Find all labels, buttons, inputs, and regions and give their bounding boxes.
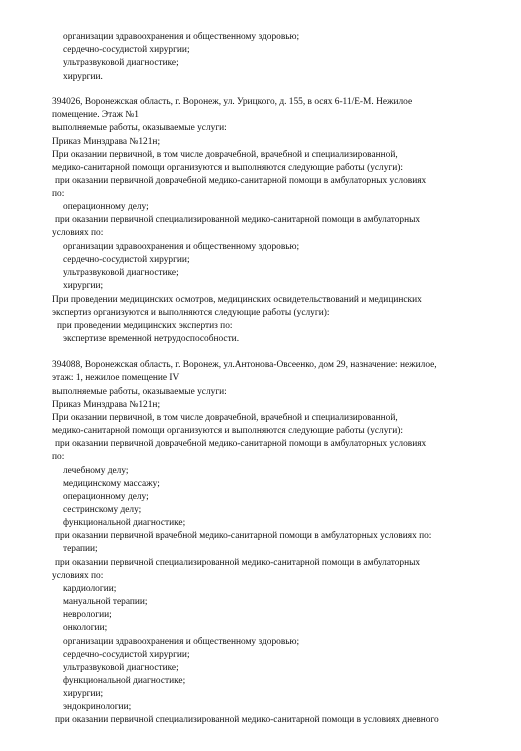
text-line-16: сердечно-сосудистой хирургии; [63,255,190,265]
text-line-42: неврологии; [63,610,112,620]
text-line-30: по: [52,452,65,462]
text-line-10: при оказании первичной доврачебной медико-санитарной помощи в амбулаторных условиях [55,176,427,186]
text-line-8: При оказании первичной, в том числе доврачебной, врачебной и специализированной, [52,150,398,160]
text-line-7: Приказ Минздрава №121н; [52,137,161,147]
text-line-14: условиях по: [52,228,104,238]
text-line-32: медицинскому массажу; [63,479,160,489]
text-line-47: функциональной диагностике; [63,676,186,686]
text-line-15: организации здравоохранения и общественному здоровью; [63,242,300,252]
text-line-26: Приказ Минздрава №121н; [52,400,161,410]
text-line-33: операционному делу; [63,492,149,502]
text-line-27: При оказании первичной, в том числе доврачебной, врачебной и специализированной, [52,413,398,423]
text-line-13: при оказании первичной специализированной медико-санитарной помощи в амбулаторных [55,215,421,225]
text-line-36: при оказании первичной врачебной медико-санитарной помощи в амбулаторных условиях по: [55,531,432,541]
text-line-39: условиях по: [52,571,104,581]
text-line-41: мануальной терапии; [63,597,148,607]
text-line-43: онкологии; [63,623,108,633]
text-line-4: 394026, Воронежская область, г. Воронеж, ул. Урицкого, д. 155, в осях 6-11/Е-М. Нежилое [52,97,413,107]
text-line-44: организации здравоохранения и общественному здоровью; [63,637,300,647]
text-line-48: хирургии; [63,689,104,699]
text-line-21: при проведении медицинских экспертиз по: [57,321,233,331]
text-line-37: терапии; [63,544,98,554]
text-line-35: функциональной диагностике; [63,518,186,528]
text-line-25: выполняемые работы, оказываемые услуги: [52,387,227,397]
text-line-6: выполняемые работы, оказываемые услуги: [52,123,227,133]
text-line-40: кардиологии; [63,584,117,594]
text-line-34: сестринскому делу; [63,505,142,515]
text-line-18: хирургии; [63,281,104,291]
text-line-0: организации здравоохранения и общественному здоровью; [63,32,300,42]
text-line-38: при оказании первичной специализированной медико-санитарной помощи в амбулаторных [55,558,421,568]
text-line-45: сердечно-сосудистой хирургии; [63,650,190,660]
text-line-46: ультразвуковой диагностике; [63,663,179,673]
text-line-19: При проведении медицинских осмотров, медицинских освидетельствований и медицинских [52,295,422,305]
text-line-2: ультразвуковой диагностике; [63,58,179,68]
text-line-31: лечебному делу; [63,466,129,476]
text-line-49: эндокринологии; [63,702,132,712]
text-line-29: при оказании первичной доврачебной медико-санитарной помощи в амбулаторных условиях [55,439,427,449]
text-line-3: хирургии. [63,72,103,82]
text-line-1: сердечно-сосудистой хирургии; [63,45,190,55]
text-line-50: при оказании первичной специализированной медико-санитарной помощи в условиях дневного [55,715,439,725]
text-line-12: операционному делу; [63,202,149,212]
text-line-9: медико-санитарной помощи организуются и выполняются следующие работы (услуги): [52,163,403,173]
text-line-22: экспертизе временной нетрудоспособности. [63,334,240,344]
text-line-24: этаж: 1, нежилое помещение IV [52,373,180,383]
text-line-17: ультразвуковой диагностике; [63,268,179,278]
text-line-11: по: [52,189,65,199]
text-line-5: помещение. Этаж №1 [52,110,139,120]
text-line-20: экспертиз организуются и выполняются следующие работы (услуги): [52,308,330,318]
text-line-28: медико-санитарной помощи организуются и выполняются следующие работы (услуги): [52,426,403,436]
text-line-23: 394088, Воронежская область, г. Воронеж, ул.Антонова-Овсеенко, дом 29, назначение: нежилое, [52,360,437,370]
